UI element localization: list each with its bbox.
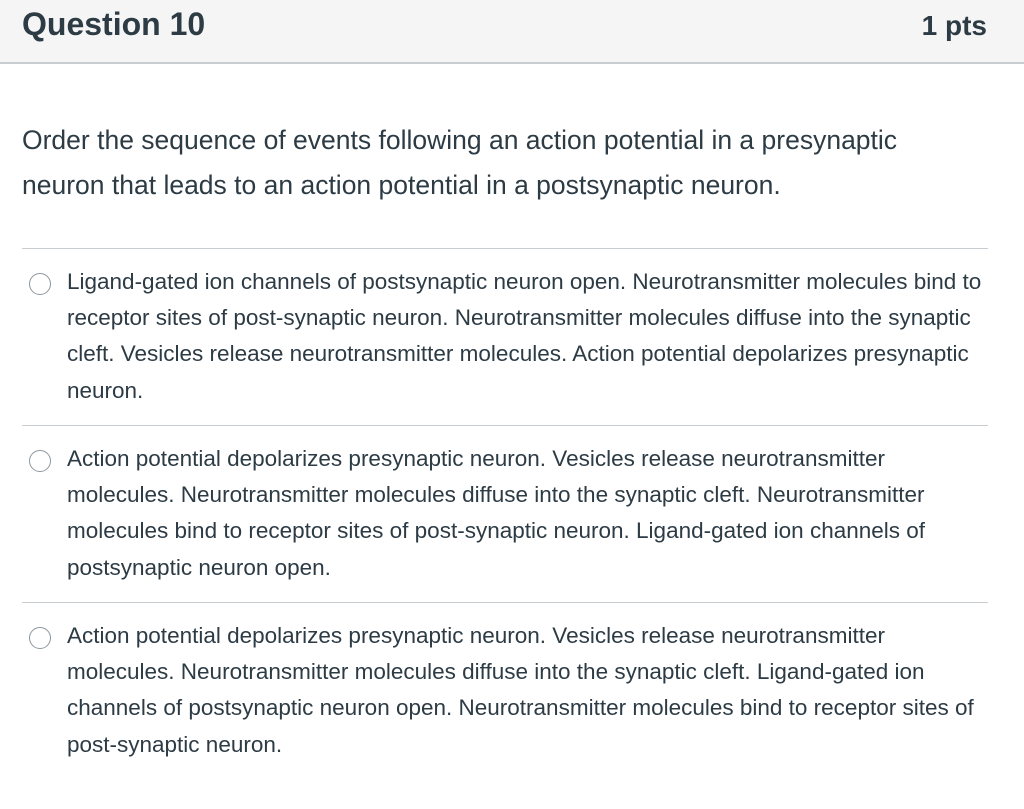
answer-label[interactable]: Action potential depolarizes presynaptic neuron. Vesicles release neurotransmitter molecules. Neurotransmitter molecules diffuse into the synaptic cleft. Neurotransmitter molecules bind to receptor sites of post-synaptic neuron. Ligand-gated ion channels of postsynaptic neuron open. bbox=[67, 446, 926, 580]
radio-button[interactable] bbox=[29, 627, 51, 649]
question-text: Order the sequence of events following an action potential in a presynaptic neuron that leads to an action potential in a postsynaptic neuron. bbox=[22, 125, 898, 200]
radio-button[interactable] bbox=[29, 450, 51, 472]
question-title: Question 10 bbox=[22, 6, 206, 42]
question-points: 1 pts bbox=[921, 10, 987, 41]
answer-option-1[interactable] bbox=[22, 248, 988, 425]
answer-list bbox=[22, 248, 988, 779]
answer-option-3[interactable] bbox=[22, 602, 988, 779]
answer-label[interactable]: Ligand-gated ion channels of postsynaptic neuron open. Neurotransmitter molecules bind to receptor sites of post-synaptic neuron. Neurotransmitter molecules diffuse into the synaptic cleft. Vesicles release neurotransmitter molecules. Action potential depolarizes presynaptic neuron. bbox=[67, 269, 982, 403]
radio-button[interactable] bbox=[29, 273, 51, 295]
question-header bbox=[0, 0, 1024, 64]
answer-option-2[interactable] bbox=[22, 425, 988, 602]
answer-label[interactable]: Action potential depolarizes presynaptic neuron. Vesicles release neurotransmitter molecules. Neurotransmitter molecules diffuse into the synaptic cleft. Ligand-gated ion channels of postsynaptic neuron open. Neurotransmitter molecules bind to receptor sites of post-synaptic neuron. bbox=[67, 623, 974, 757]
